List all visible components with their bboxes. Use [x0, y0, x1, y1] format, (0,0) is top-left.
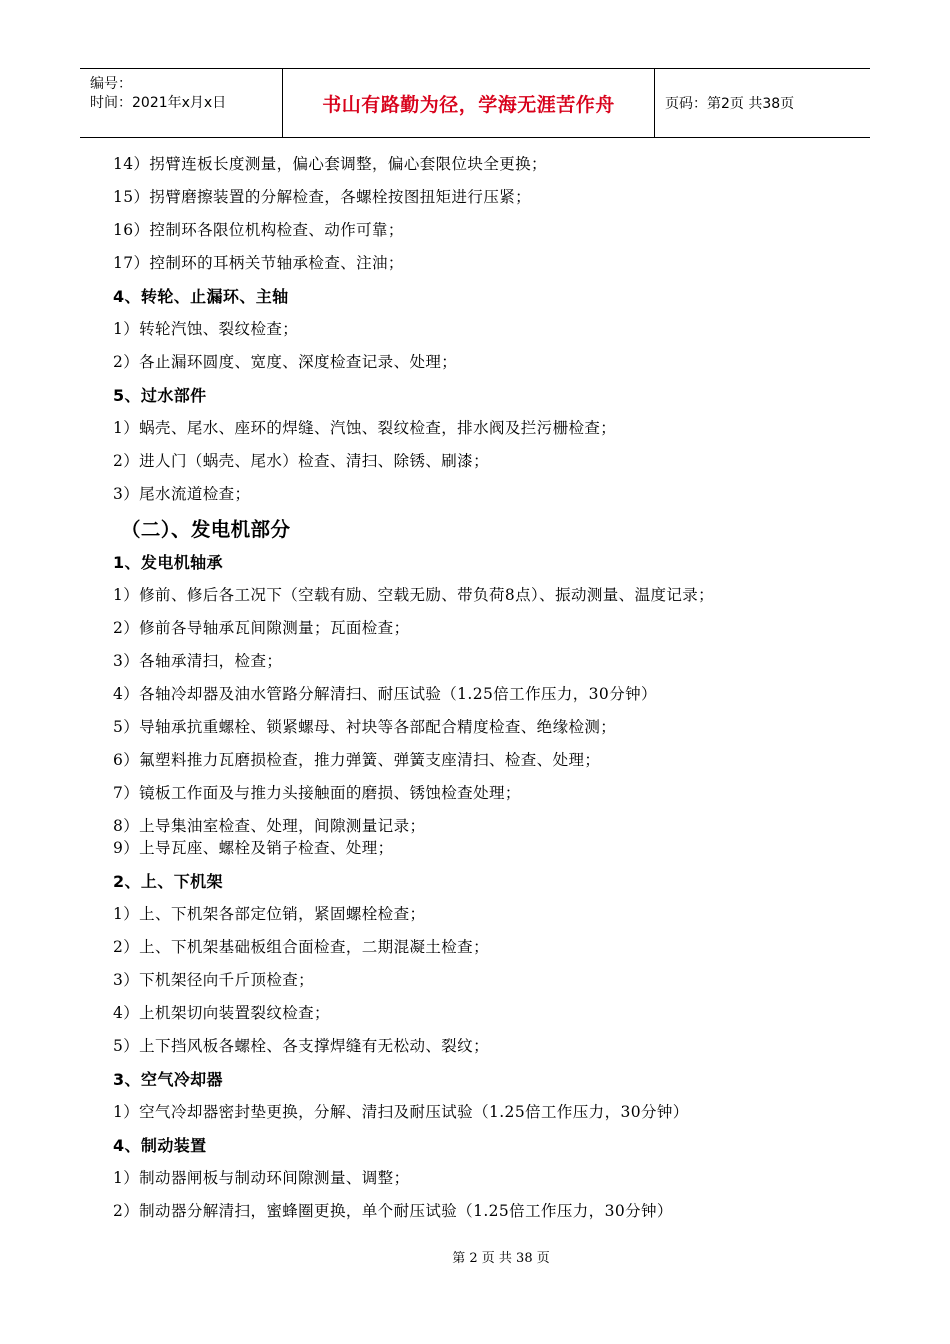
list-item: 9）上导瓦座、螺栓及销子检查、处理； — [113, 839, 394, 857]
list-item: 14）拐臂连板长度测量，偏心套调整，偏心套限位块全更换； — [113, 155, 547, 173]
header-page-cell — [655, 69, 870, 137]
list-item: 7）镜板工作面及与推力头接触面的磨损、锈蚀检查处理； — [113, 784, 521, 802]
header-page-info: 页码：第2页 共38页 — [665, 96, 795, 112]
section-heading: （二）、发电机部分 — [121, 518, 291, 541]
list-item: 2）进人门（蜗壳、尾水）检查、清扫、除锈、刷漆； — [113, 452, 489, 470]
footer-page-number: 第 2 页 共 38 页 — [452, 1251, 550, 1266]
list-item: 1）制动器闸板与制动环间隙测量、调整； — [113, 1169, 410, 1187]
header-meta-cell — [80, 69, 283, 137]
list-item: 4）上机架切向装置裂纹检查； — [113, 1004, 330, 1022]
document-header — [80, 68, 870, 138]
list-item: 2）制动器分解清扫，蜜蜂圈更换，单个耐压试验（1.25倍工作压力，30分钟） — [113, 1202, 673, 1220]
list-item: 2）修前各导轴承瓦间隙测量；瓦面检查； — [113, 619, 410, 637]
subsection-heading: 2、上、下机架 — [113, 872, 223, 891]
document-number-label: 编号： — [90, 76, 132, 92]
list-item: 8）上导集油室检查、处理，间隙测量记录； — [113, 817, 426, 835]
page-footer — [0, 1247, 950, 1266]
list-item: 1）蜗壳、尾水、座环的焊缝、汽蚀、裂纹检查，排水阀及拦污栅检查； — [113, 419, 617, 437]
list-item: 16）控制环各限位机构检查、动作可靠； — [113, 221, 404, 239]
subsection-heading: 4、制动装置 — [113, 1136, 207, 1155]
list-item: 6）氟塑料推力瓦磨损检查，推力弹簧、弹簧支座清扫、检查、处理； — [113, 751, 601, 769]
subsection-heading: 5、过水部件 — [113, 386, 207, 405]
list-item: 15）拐臂磨擦装置的分解检查，各螺栓按图扭矩进行压紧； — [113, 188, 532, 206]
list-item: 1）上、下机架各部定位销，紧固螺栓检查； — [113, 905, 426, 923]
list-item: 3）下机架径向千斤顶检查； — [113, 971, 315, 989]
list-item: 5）导轴承抗重螺栓、锁紧螺母、衬块等各部配合精度检查、绝缘检测； — [113, 718, 617, 736]
list-item: 17）控制环的耳柄关节轴承检查、注油； — [113, 254, 404, 272]
list-item: 5）上下挡风板各螺栓、各支撑焊缝有无松动、裂纹； — [113, 1037, 489, 1055]
subsection-heading: 1、发电机轴承 — [113, 553, 223, 572]
list-item: 1）修前、修后各工况下（空载有励、空载无励、带负荷8点）、振动测量、温度记录； — [113, 586, 715, 604]
list-item: 3）各轴承清扫，检查； — [113, 652, 283, 670]
list-item: 1）空气冷却器密封垫更换，分解、清扫及耐压试验（1.25倍工作压力，30分钟） — [113, 1103, 689, 1121]
subsection-heading: 3、空气冷却器 — [113, 1070, 223, 1089]
list-item: 1）转轮汽蚀、裂纹检查； — [113, 320, 299, 338]
header-motto-cell — [283, 69, 655, 137]
subsection-heading: 4、转轮、止漏环、主轴 — [113, 287, 289, 306]
list-item: 2）上、下机架基础板组合面检查，二期混凝土检查； — [113, 938, 489, 956]
list-item: 2）各止漏环圆度、宽度、深度检查记录、处理； — [113, 353, 458, 371]
list-item: 4）各轴冷却器及油水管路分解清扫、耐压试验（1.25倍工作压力，30分钟） — [113, 685, 657, 703]
list-item: 3）尾水流道检查； — [113, 485, 251, 503]
header-motto: 书山有路勤为径，学海无涯苦作舟 — [322, 93, 615, 116]
document-time-label: 时间：2021年x月x日 — [90, 95, 227, 111]
